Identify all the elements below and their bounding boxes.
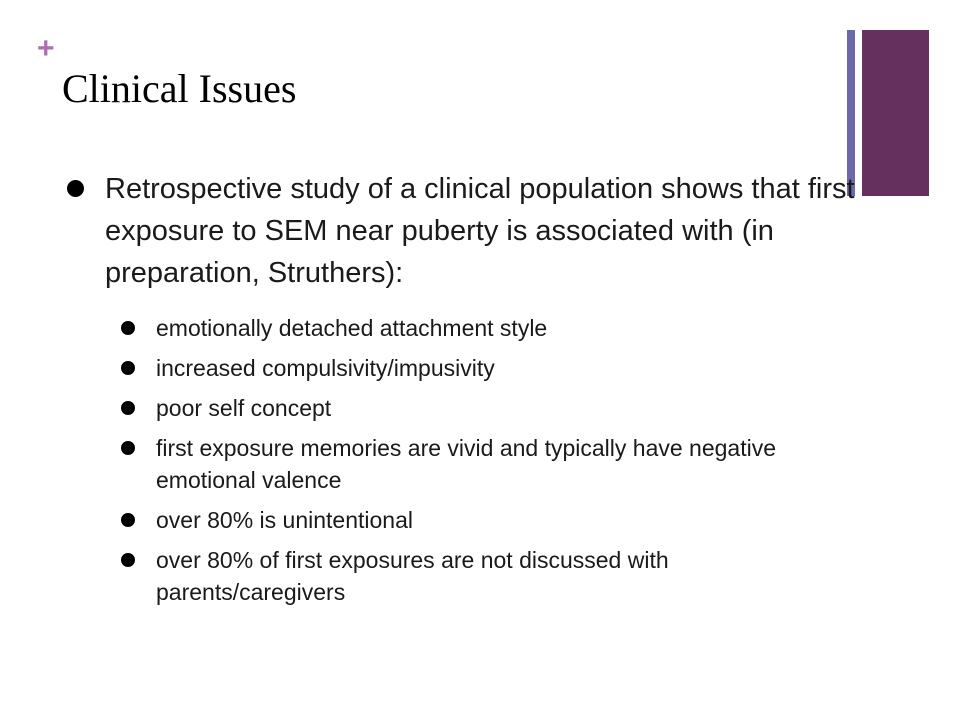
bullet-dot-icon (121, 361, 135, 375)
list-item-text: increased compulsivity/impusivity (156, 355, 495, 381)
plus-icon: + (37, 32, 55, 65)
list-item (121, 504, 861, 536)
bullet-dot-icon (67, 180, 84, 197)
main-bullet (67, 168, 867, 294)
list-item-text: first exposure memories are vivid and typically have negative emotional valence (156, 435, 777, 493)
list-item-text: over 80% is unintentional (156, 507, 413, 533)
bullet-dot-icon (121, 553, 135, 567)
list-item (121, 392, 861, 424)
list-item-text: poor self concept (156, 395, 332, 421)
bullet-dot-icon (121, 401, 135, 415)
list-item (121, 544, 861, 608)
list-item-text: over 80% of first exposures are not discussed with parents/caregivers (156, 547, 669, 605)
main-bullet-text: Retrospective study of a clinical population shows that first exposure to SEM near puberty is associated with (in preparation, Struthers): (105, 173, 855, 289)
bullet-dot-icon (121, 441, 135, 455)
sub-bullet-list (121, 312, 861, 616)
list-item (121, 312, 861, 344)
bullet-dot-icon (121, 513, 135, 527)
list-item (121, 432, 861, 496)
list-item-text: emotionally detached attachment style (156, 315, 548, 341)
slide-title: Clinical Issues (62, 66, 297, 111)
list-item (121, 352, 861, 384)
bullet-dot-icon (121, 321, 135, 335)
